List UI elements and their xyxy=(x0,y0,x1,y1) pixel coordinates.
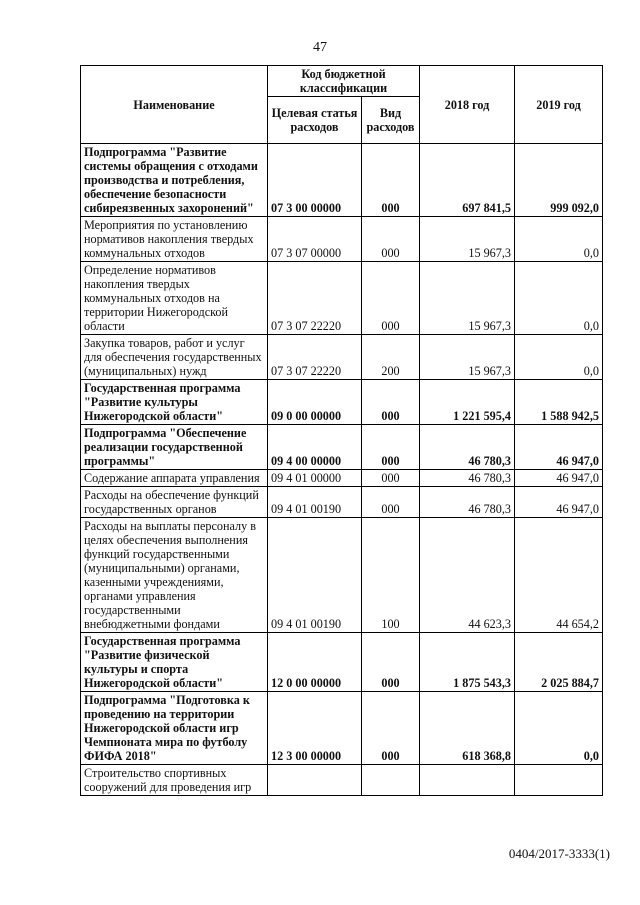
row-target-article: 07 3 07 22220 xyxy=(268,262,362,335)
row-amount-2018: 44 623,3 xyxy=(420,518,515,633)
row-amount-2019: 0,0 xyxy=(515,692,603,765)
row-amount-2019 xyxy=(515,765,603,796)
row-amount-2019: 0,0 xyxy=(515,335,603,380)
row-amount-2018: 1 875 543,3 xyxy=(420,633,515,692)
budget-table xyxy=(80,65,603,796)
table-row xyxy=(81,487,603,518)
row-amount-2019: 999 092,0 xyxy=(515,144,603,217)
table-row xyxy=(81,518,603,633)
row-expense-type: 000 xyxy=(362,144,420,217)
row-name: Строительство спортивных сооружений для проведения игр xyxy=(81,765,268,796)
row-amount-2018: 618 368,8 xyxy=(420,692,515,765)
row-name: Государственная программа "Развитие культуры Нижегородской области" xyxy=(81,380,268,425)
table-row xyxy=(81,262,603,335)
row-name: Подпрограмма "Развитие системы обращения с отходами производства и потребления, обеспечение безопасности сибиреязвенных захоронений" xyxy=(81,144,268,217)
row-amount-2019: 0,0 xyxy=(515,217,603,262)
row-amount-2019: 46 947,0 xyxy=(515,425,603,470)
row-target-article: 09 4 01 00190 xyxy=(268,487,362,518)
row-amount-2019: 46 947,0 xyxy=(515,487,603,518)
header-expense-type: Вид расходов xyxy=(362,97,420,144)
row-amount-2018: 15 967,3 xyxy=(420,217,515,262)
header-name: Наименование xyxy=(81,66,268,144)
row-name: Определение нормативов накопления твердых коммунальных отходов на территории Нижегородской области xyxy=(81,262,268,335)
table-header-row xyxy=(81,66,603,97)
row-amount-2019: 46 947,0 xyxy=(515,470,603,487)
row-expense-type: 000 xyxy=(362,262,420,335)
table-row xyxy=(81,380,603,425)
row-amount-2018: 46 780,3 xyxy=(420,487,515,518)
table-row xyxy=(81,692,603,765)
row-expense-type: 000 xyxy=(362,470,420,487)
row-name: Закупка товаров, работ и услуг для обеспечения государственных (муниципальных) нужд xyxy=(81,335,268,380)
row-amount-2018: 697 841,5 xyxy=(420,144,515,217)
row-amount-2018: 1 221 595,4 xyxy=(420,380,515,425)
header-year-2018: 2018 год xyxy=(420,66,515,144)
row-name: Расходы на обеспечение функций государственных органов xyxy=(81,487,268,518)
row-amount-2018: 46 780,3 xyxy=(420,470,515,487)
row-amount-2018: 46 780,3 xyxy=(420,425,515,470)
table-row xyxy=(81,765,603,796)
row-name: Содержание аппарата управления xyxy=(81,470,268,487)
row-amount-2019: 1 588 942,5 xyxy=(515,380,603,425)
table-body xyxy=(81,144,603,796)
row-name: Подпрограмма "Обеспечение реализации государственной программы" xyxy=(81,425,268,470)
row-target-article: 07 3 07 00000 xyxy=(268,217,362,262)
row-amount-2018 xyxy=(420,765,515,796)
table-row xyxy=(81,470,603,487)
row-name: Государственная программа "Развитие физической культуры и спорта Нижегородской области" xyxy=(81,633,268,692)
header-classification: Код бюджетной классификации xyxy=(268,66,420,97)
row-expense-type xyxy=(362,765,420,796)
row-amount-2019: 44 654,2 xyxy=(515,518,603,633)
header-year-2019: 2019 год xyxy=(515,66,603,144)
row-expense-type: 000 xyxy=(362,380,420,425)
row-target-article: 09 4 00 00000 xyxy=(268,425,362,470)
row-expense-type: 100 xyxy=(362,518,420,633)
document-code: 0404/2017-3333(1) xyxy=(508,846,610,861)
header-target-article: Целевая статья расходов xyxy=(268,97,362,144)
page-number: 47 xyxy=(313,40,327,55)
table-row xyxy=(81,335,603,380)
row-name: Подпрограмма "Подготовка к проведению на территории Нижегородской области игр Чемпионата мира по футболу ФИФА 2018" xyxy=(81,692,268,765)
row-amount-2018: 15 967,3 xyxy=(420,335,515,380)
row-amount-2019: 2 025 884,7 xyxy=(515,633,603,692)
row-expense-type: 000 xyxy=(362,487,420,518)
row-target-article: 07 3 00 00000 xyxy=(268,144,362,217)
table-row xyxy=(81,217,603,262)
row-amount-2018: 15 967,3 xyxy=(420,262,515,335)
row-expense-type: 000 xyxy=(362,692,420,765)
row-target-article: 09 4 01 00190 xyxy=(268,518,362,633)
row-target-article: 12 0 00 00000 xyxy=(268,633,362,692)
row-target-article: 09 0 00 00000 xyxy=(268,380,362,425)
row-amount-2019: 0,0 xyxy=(515,262,603,335)
row-expense-type: 000 xyxy=(362,633,420,692)
row-target-article: 09 4 01 00000 xyxy=(268,470,362,487)
row-target-article: 12 3 00 00000 xyxy=(268,692,362,765)
row-name: Расходы на выплаты персоналу в целях обеспечения выполнения функций государственными (муниципальными) органами, казенными учреждениями, органами управления государственными внебюджетными фондами xyxy=(81,518,268,633)
row-name: Мероприятия по установлению нормативов накопления твердых коммунальных отходов xyxy=(81,217,268,262)
row-expense-type: 000 xyxy=(362,425,420,470)
row-target-article: 07 3 07 22220 xyxy=(268,335,362,380)
row-target-article xyxy=(268,765,362,796)
row-expense-type: 000 xyxy=(362,217,420,262)
table-row xyxy=(81,633,603,692)
table-row xyxy=(81,425,603,470)
table-row xyxy=(81,144,603,217)
row-expense-type: 200 xyxy=(362,335,420,380)
